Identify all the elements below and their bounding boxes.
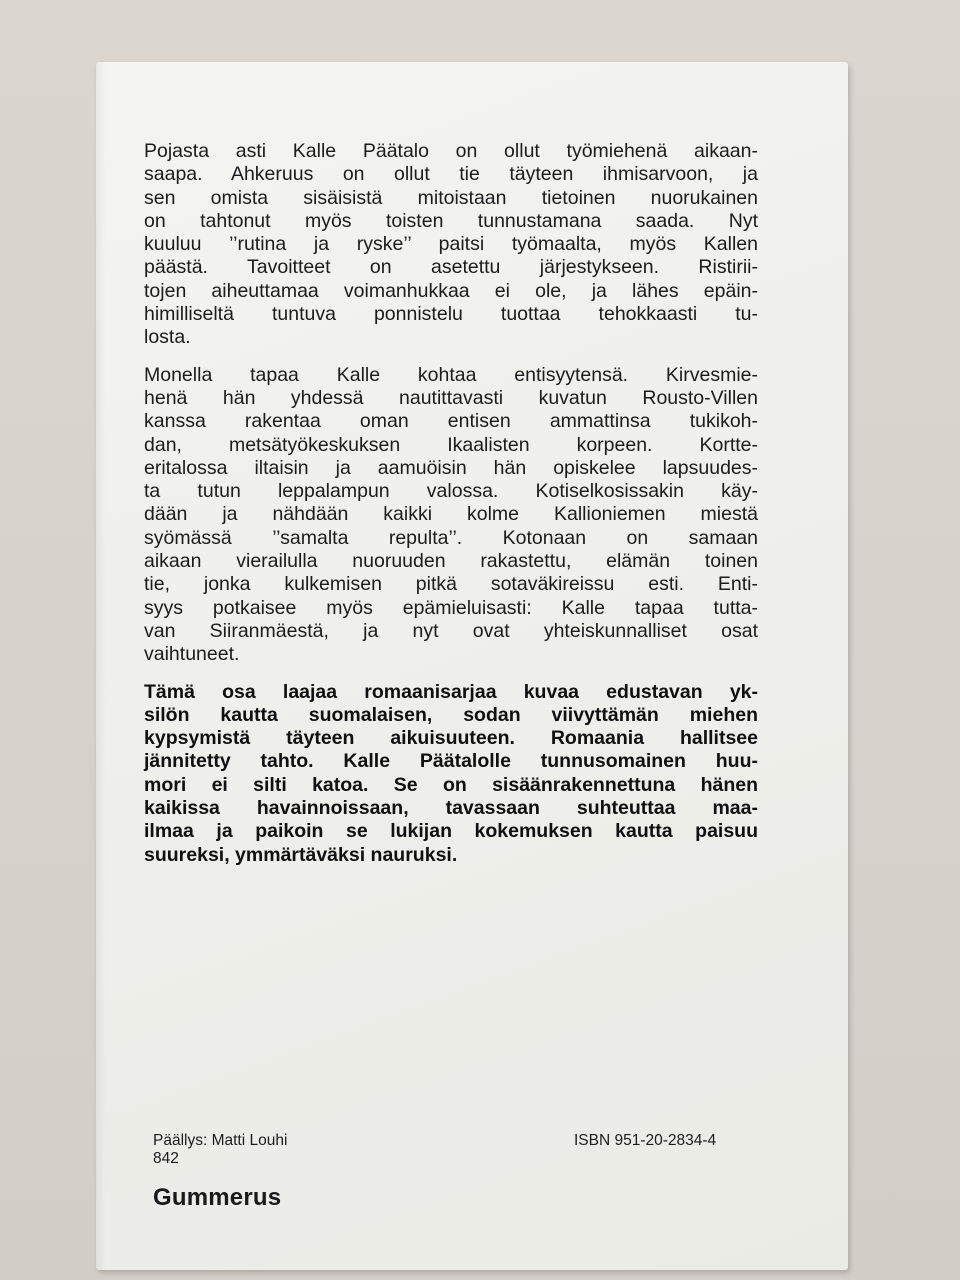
blurb-paragraph [144, 364, 758, 667]
blurb-line: syömässä ’’samalta repulta’’. Kotonaan on samaan [144, 526, 758, 549]
publisher-name: Gummerus [153, 1184, 282, 1211]
blurb-line: kuuluu ’’rutina ja ryske’’ paitsi työmaalta, myös Kallen [144, 233, 758, 256]
blurb-line: van Siiranmäestä, ja nyt ovat yhteiskunnalliset osat [144, 619, 758, 642]
credits-block [153, 1132, 287, 1168]
product-code: 842 [153, 1150, 179, 1167]
cover-designer-credit: Päällys: Matti Louhi [153, 1132, 288, 1149]
blurb-line: losta. [144, 326, 191, 349]
blurb-line: silön kautta suomalaisen, sodan viivyttämän miehen [144, 703, 758, 726]
blurb-paragraph-bold [144, 681, 758, 867]
blurb-text [144, 140, 758, 881]
blurb-line: dan, metsätyökeskuksen Ikaalisten korpeen. Kortte- [144, 433, 758, 456]
blurb-line: kypsymistä täyteen aikuisuuteen. Romaania hallitsee [144, 727, 758, 750]
blurb-line: dään ja nähdään kaikki kolme Kallioniemen miestä [144, 503, 758, 526]
blurb-line: päästä. Tavoitteet on asetettu järjestykseen. Ristirii- [144, 256, 758, 279]
blurb-line: on tahtonut myös toisten tunnustamana saada. Nyt [144, 209, 758, 232]
blurb-line: tojen aiheuttamaa voimanhukkaa ei ole, ja lähes epäin- [144, 279, 758, 302]
book-back-cover [96, 62, 848, 1270]
blurb-paragraph [144, 140, 758, 350]
blurb-line: eritalossa iltaisin ja aamuöisin hän opiskelee lapsuudes- [144, 456, 758, 479]
blurb-line: vaihtuneet. [144, 643, 240, 666]
isbn-number: ISBN 951-20-2834-4 [574, 1132, 717, 1149]
blurb-line: Pojasta asti Kalle Päätalo on ollut työmiehenä aikaan- [144, 140, 758, 162]
blurb-line: kanssa rakentaa oman entisen ammattinsa tukikoh- [144, 410, 758, 433]
blurb-line: Tämä osa laajaa romaanisarjaa kuvaa edustavan yk- [144, 680, 758, 703]
blurb-line: ilmaa ja paikoin se lukijan kokemuksen kautta paisuu [144, 820, 758, 843]
blurb-line: ta tutun leppalampun valossa. Kotiselkosissakin käy- [144, 480, 758, 503]
blurb-line: himilliseltä tuntuva ponnistelu tuottaa tehokkaasti tu- [144, 303, 758, 326]
blurb-line: jännitetty tahto. Kalle Päätalolle tunnusomainen huu- [144, 750, 758, 773]
blurb-line: aikaan vierailulla nuoruuden rakastettu, elämän toinen [144, 550, 758, 573]
blurb-line: saapa. Ahkeruus on ollut tie täyteen ihmisarvoon, ja [144, 163, 758, 186]
blurb-line: syys potkaisee myös epämieluisasti: Kalle tapaa tutta- [144, 596, 758, 619]
blurb-line: tie, jonka kulkemisen pitkä sotaväkireissu esti. Enti- [144, 573, 758, 596]
blurb-line: mori ei silti katoa. Se on sisäänrakennettuna hänen [144, 773, 758, 796]
blurb-line: sen omista sisäisistä mitoistaan tietoinen nuorukainen [144, 186, 758, 209]
blurb-line: kaikissa havainnoissaan, tavassaan suhteuttaa maa- [144, 797, 758, 820]
blurb-line: henä hän yhdessä nautittavasti kuvatun Rousto-Villen [144, 386, 758, 409]
blurb-line: Monella tapaa Kalle kohtaa entisyytensä. Kirvesmie- [144, 363, 758, 386]
blurb-line: suureksi, ymmärtäväksi nauruksi. [144, 843, 458, 866]
